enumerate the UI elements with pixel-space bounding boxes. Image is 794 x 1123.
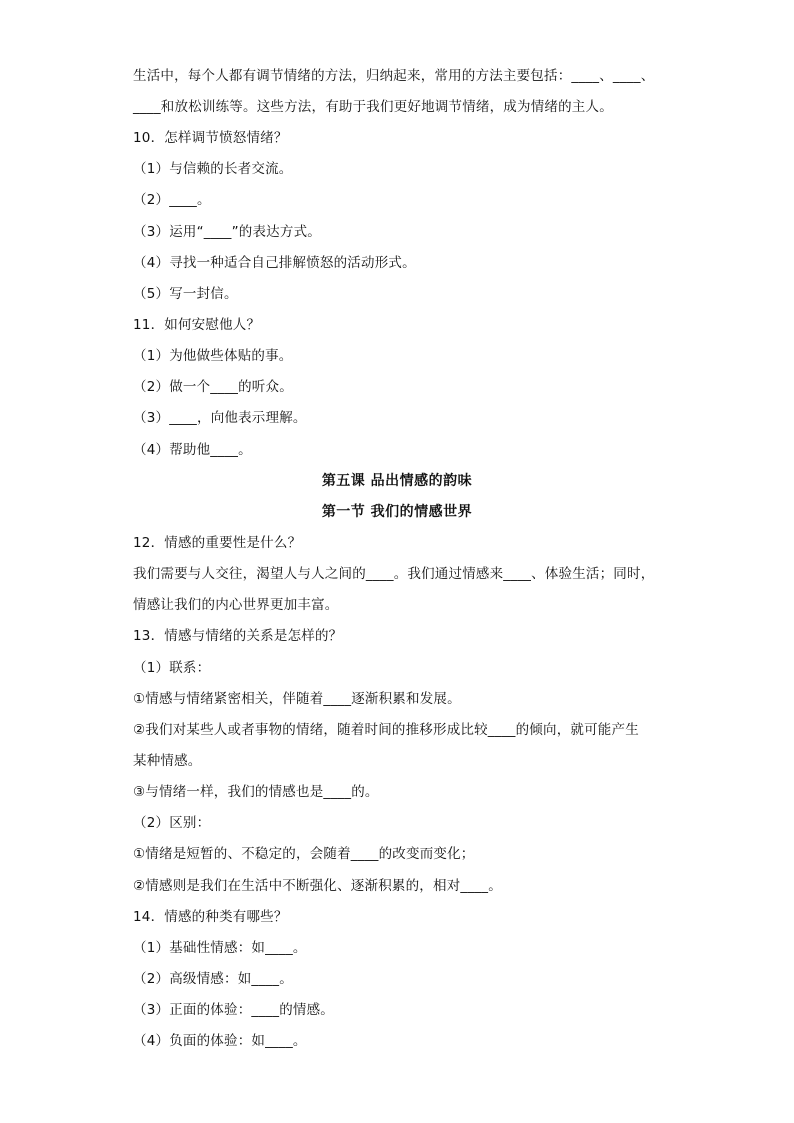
question-heading: 12．情感的重要性是什么？ bbox=[133, 535, 302, 551]
lesson-title: 第五课 品出情感的韵味 bbox=[321, 473, 473, 489]
list-item: （3）运用“____”的表达方式。 bbox=[133, 224, 321, 240]
section-title: 第一节 我们的情感世界 bbox=[321, 504, 473, 520]
text-line: ____和放松训练等。这些方法，有助于我们更好地调节情绪，成为情绪的主人。 bbox=[133, 99, 613, 115]
list-item: ②我们对某些人或者事物的情绪，随着时间的推移形成比较____的倾向，就可能产生 bbox=[133, 722, 639, 738]
text-line: 生活中，每个人都有调节情绪的方法，归纳起来，常用的方法主要包括：____、____、 bbox=[133, 68, 655, 84]
list-item: （3）正面的体验：____的情感。 bbox=[133, 1002, 334, 1018]
list-item: （1）联系： bbox=[133, 660, 211, 676]
list-item: ②情感则是我们在生活中不断强化、逐渐积累的，相对____。 bbox=[133, 878, 502, 894]
question-heading: 10．怎样调节愤怒情绪？ bbox=[133, 130, 288, 146]
list-item: ①情感与情绪紧密相关，伴随着____逐渐积累和发展。 bbox=[133, 691, 461, 707]
list-item: （2）区别： bbox=[133, 815, 211, 831]
question-heading: 13．情感与情绪的关系是怎样的？ bbox=[133, 628, 343, 644]
list-item: （1）基础性情感：如____。 bbox=[133, 940, 307, 956]
list-item: （2）高级情感：如____。 bbox=[133, 971, 293, 987]
list-item: 某种情感。 bbox=[133, 753, 202, 769]
list-item: （1）与信赖的长者交流。 bbox=[133, 161, 293, 177]
question-heading: 14．情感的种类有哪些？ bbox=[133, 909, 288, 925]
list-item: （1）为他做些体贴的事。 bbox=[133, 348, 293, 364]
list-item: ①情绪是短暂的、不稳定的，会随着____的改变而变化； bbox=[133, 846, 475, 862]
list-item: ③与情绪一样，我们的情感也是____的。 bbox=[133, 784, 379, 800]
list-item: （5）写一封信。 bbox=[133, 286, 238, 302]
list-item: （4）帮助他____。 bbox=[133, 442, 252, 458]
text-line: 情感让我们的内心世界更加丰富。 bbox=[133, 597, 339, 613]
question-heading: 11．如何安慰他人？ bbox=[133, 317, 261, 333]
list-item: （3）____，向他表示理解。 bbox=[133, 410, 307, 426]
list-item: （4）负面的体验：如____。 bbox=[133, 1033, 307, 1049]
list-item: （2）做一个____的听众。 bbox=[133, 379, 293, 395]
list-item: （2）____。 bbox=[133, 192, 211, 208]
text-line: 我们需要与人交往，渴望人与人之间的____。我们通过情感来____、体验生活；同时， bbox=[133, 566, 655, 582]
list-item: （4）寻找一种适合自己排解愤怒的活动形式。 bbox=[133, 255, 416, 271]
